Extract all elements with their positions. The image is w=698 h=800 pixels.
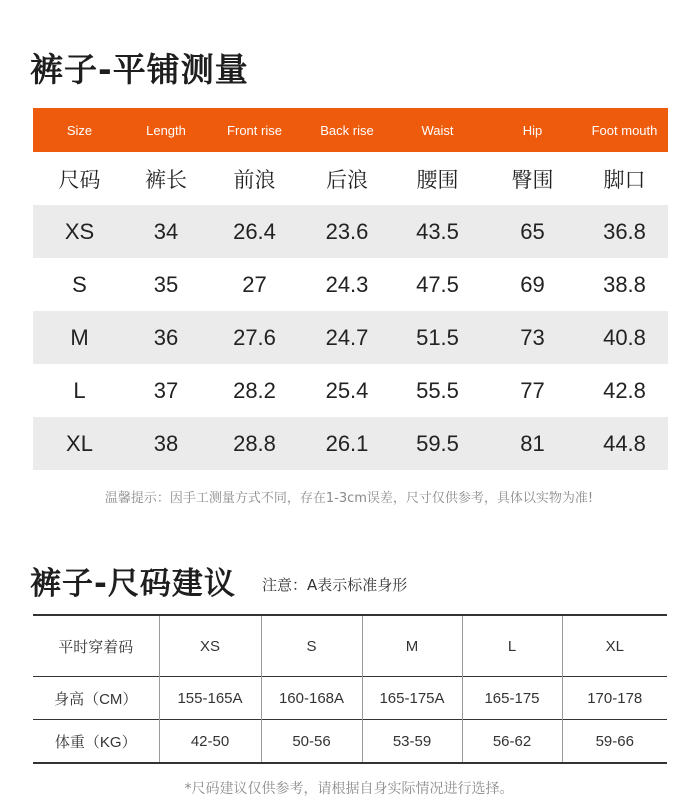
- measurement-tip: 温馨提示：因手工测量方式不同，存在1-3cm误差，尺寸仅供参考，具体以实物为准!: [104, 491, 594, 506]
- table-row: [33, 615, 667, 677]
- table-cell: 平时穿着码: [33, 615, 159, 677]
- table-cell: M: [33, 311, 126, 364]
- table-cell: 36: [126, 311, 206, 364]
- table-cell: 38.8: [581, 258, 668, 311]
- table-cell: 24.3: [303, 258, 391, 311]
- table-cell: 160-168A: [261, 677, 362, 720]
- table-row: [33, 677, 667, 720]
- table-cell: 35: [126, 258, 206, 311]
- table-cell: 69: [484, 258, 581, 311]
- measurement-table: [33, 108, 668, 470]
- table-cell: 155-165A: [159, 677, 261, 720]
- header-cell: Front rise: [206, 108, 303, 152]
- table-cell: XS: [159, 615, 261, 677]
- table-cell: 56-62: [462, 720, 562, 764]
- table-cell: 165-175: [462, 677, 562, 720]
- table-row: [33, 311, 668, 364]
- header-row-en: [33, 108, 668, 152]
- table-cell: 40.8: [581, 311, 668, 364]
- size-note: 注意：A表示标准身形: [262, 576, 408, 594]
- header-cell: 脚口: [581, 152, 668, 205]
- section2-title: 裤子-尺码建议: [30, 566, 236, 602]
- table-cell: 25.4: [303, 364, 391, 417]
- table-cell: XL: [562, 615, 667, 677]
- table-cell: 43.5: [391, 205, 484, 258]
- table-cell: 26.1: [303, 417, 391, 470]
- table-cell: 38: [126, 417, 206, 470]
- table-cell: 81: [484, 417, 581, 470]
- table-row: [33, 417, 668, 470]
- table-cell: 体重（KG）: [33, 720, 159, 764]
- table-cell: 42-50: [159, 720, 261, 764]
- table-cell: 170-178: [562, 677, 667, 720]
- header-cell: Waist: [391, 108, 484, 152]
- header-cell: 腰围: [391, 152, 484, 205]
- header-cell: 后浪: [303, 152, 391, 205]
- table-cell: 59.5: [391, 417, 484, 470]
- table-cell: 47.5: [391, 258, 484, 311]
- header-cell: 尺码: [33, 152, 126, 205]
- table-cell: 26.4: [206, 205, 303, 258]
- table-cell: 24.7: [303, 311, 391, 364]
- table-cell: 59-66: [562, 720, 667, 764]
- header-cell: 前浪: [206, 152, 303, 205]
- table-cell: L: [462, 615, 562, 677]
- table-cell: 50-56: [261, 720, 362, 764]
- table-cell: 身高（CM）: [33, 677, 159, 720]
- header-cell: Foot mouth: [581, 108, 668, 152]
- table-cell: XS: [33, 205, 126, 258]
- table-cell: 44.8: [581, 417, 668, 470]
- table-cell: 37: [126, 364, 206, 417]
- table-cell: XL: [33, 417, 126, 470]
- header-cell: Size: [33, 108, 126, 152]
- table-cell: 53-59: [362, 720, 462, 764]
- table-cell: 42.8: [581, 364, 668, 417]
- table-cell: 73: [484, 311, 581, 364]
- header-cell: 臀围: [484, 152, 581, 205]
- size-recommendation-table: [33, 614, 667, 764]
- table-cell: 51.5: [391, 311, 484, 364]
- table-row: [33, 720, 667, 764]
- table-cell: 65: [484, 205, 581, 258]
- table-cell: S: [261, 615, 362, 677]
- table-cell: 23.6: [303, 205, 391, 258]
- table-cell: 28.8: [206, 417, 303, 470]
- header-cell: Back rise: [303, 108, 391, 152]
- table-cell: 77: [484, 364, 581, 417]
- header-cell: 裤长: [126, 152, 206, 205]
- table-row: [33, 258, 668, 311]
- table-cell: 34: [126, 205, 206, 258]
- table-cell: 55.5: [391, 364, 484, 417]
- table-row: [33, 364, 668, 417]
- section1-title: 裤子-平铺测量: [30, 50, 249, 89]
- table-cell: 27.6: [206, 311, 303, 364]
- table-cell: 36.8: [581, 205, 668, 258]
- header-row-zh: [33, 152, 668, 205]
- header-cell: Length: [126, 108, 206, 152]
- table-row: [33, 205, 668, 258]
- header-cell: Hip: [484, 108, 581, 152]
- table-cell: 28.2: [206, 364, 303, 417]
- table-cell: M: [362, 615, 462, 677]
- table-cell: 27: [206, 258, 303, 311]
- footnote: *尺码建议仅供参考，请根据自身实际情况进行选择。: [184, 781, 514, 797]
- table-cell: 165-175A: [362, 677, 462, 720]
- table-cell: L: [33, 364, 126, 417]
- table-cell: S: [33, 258, 126, 311]
